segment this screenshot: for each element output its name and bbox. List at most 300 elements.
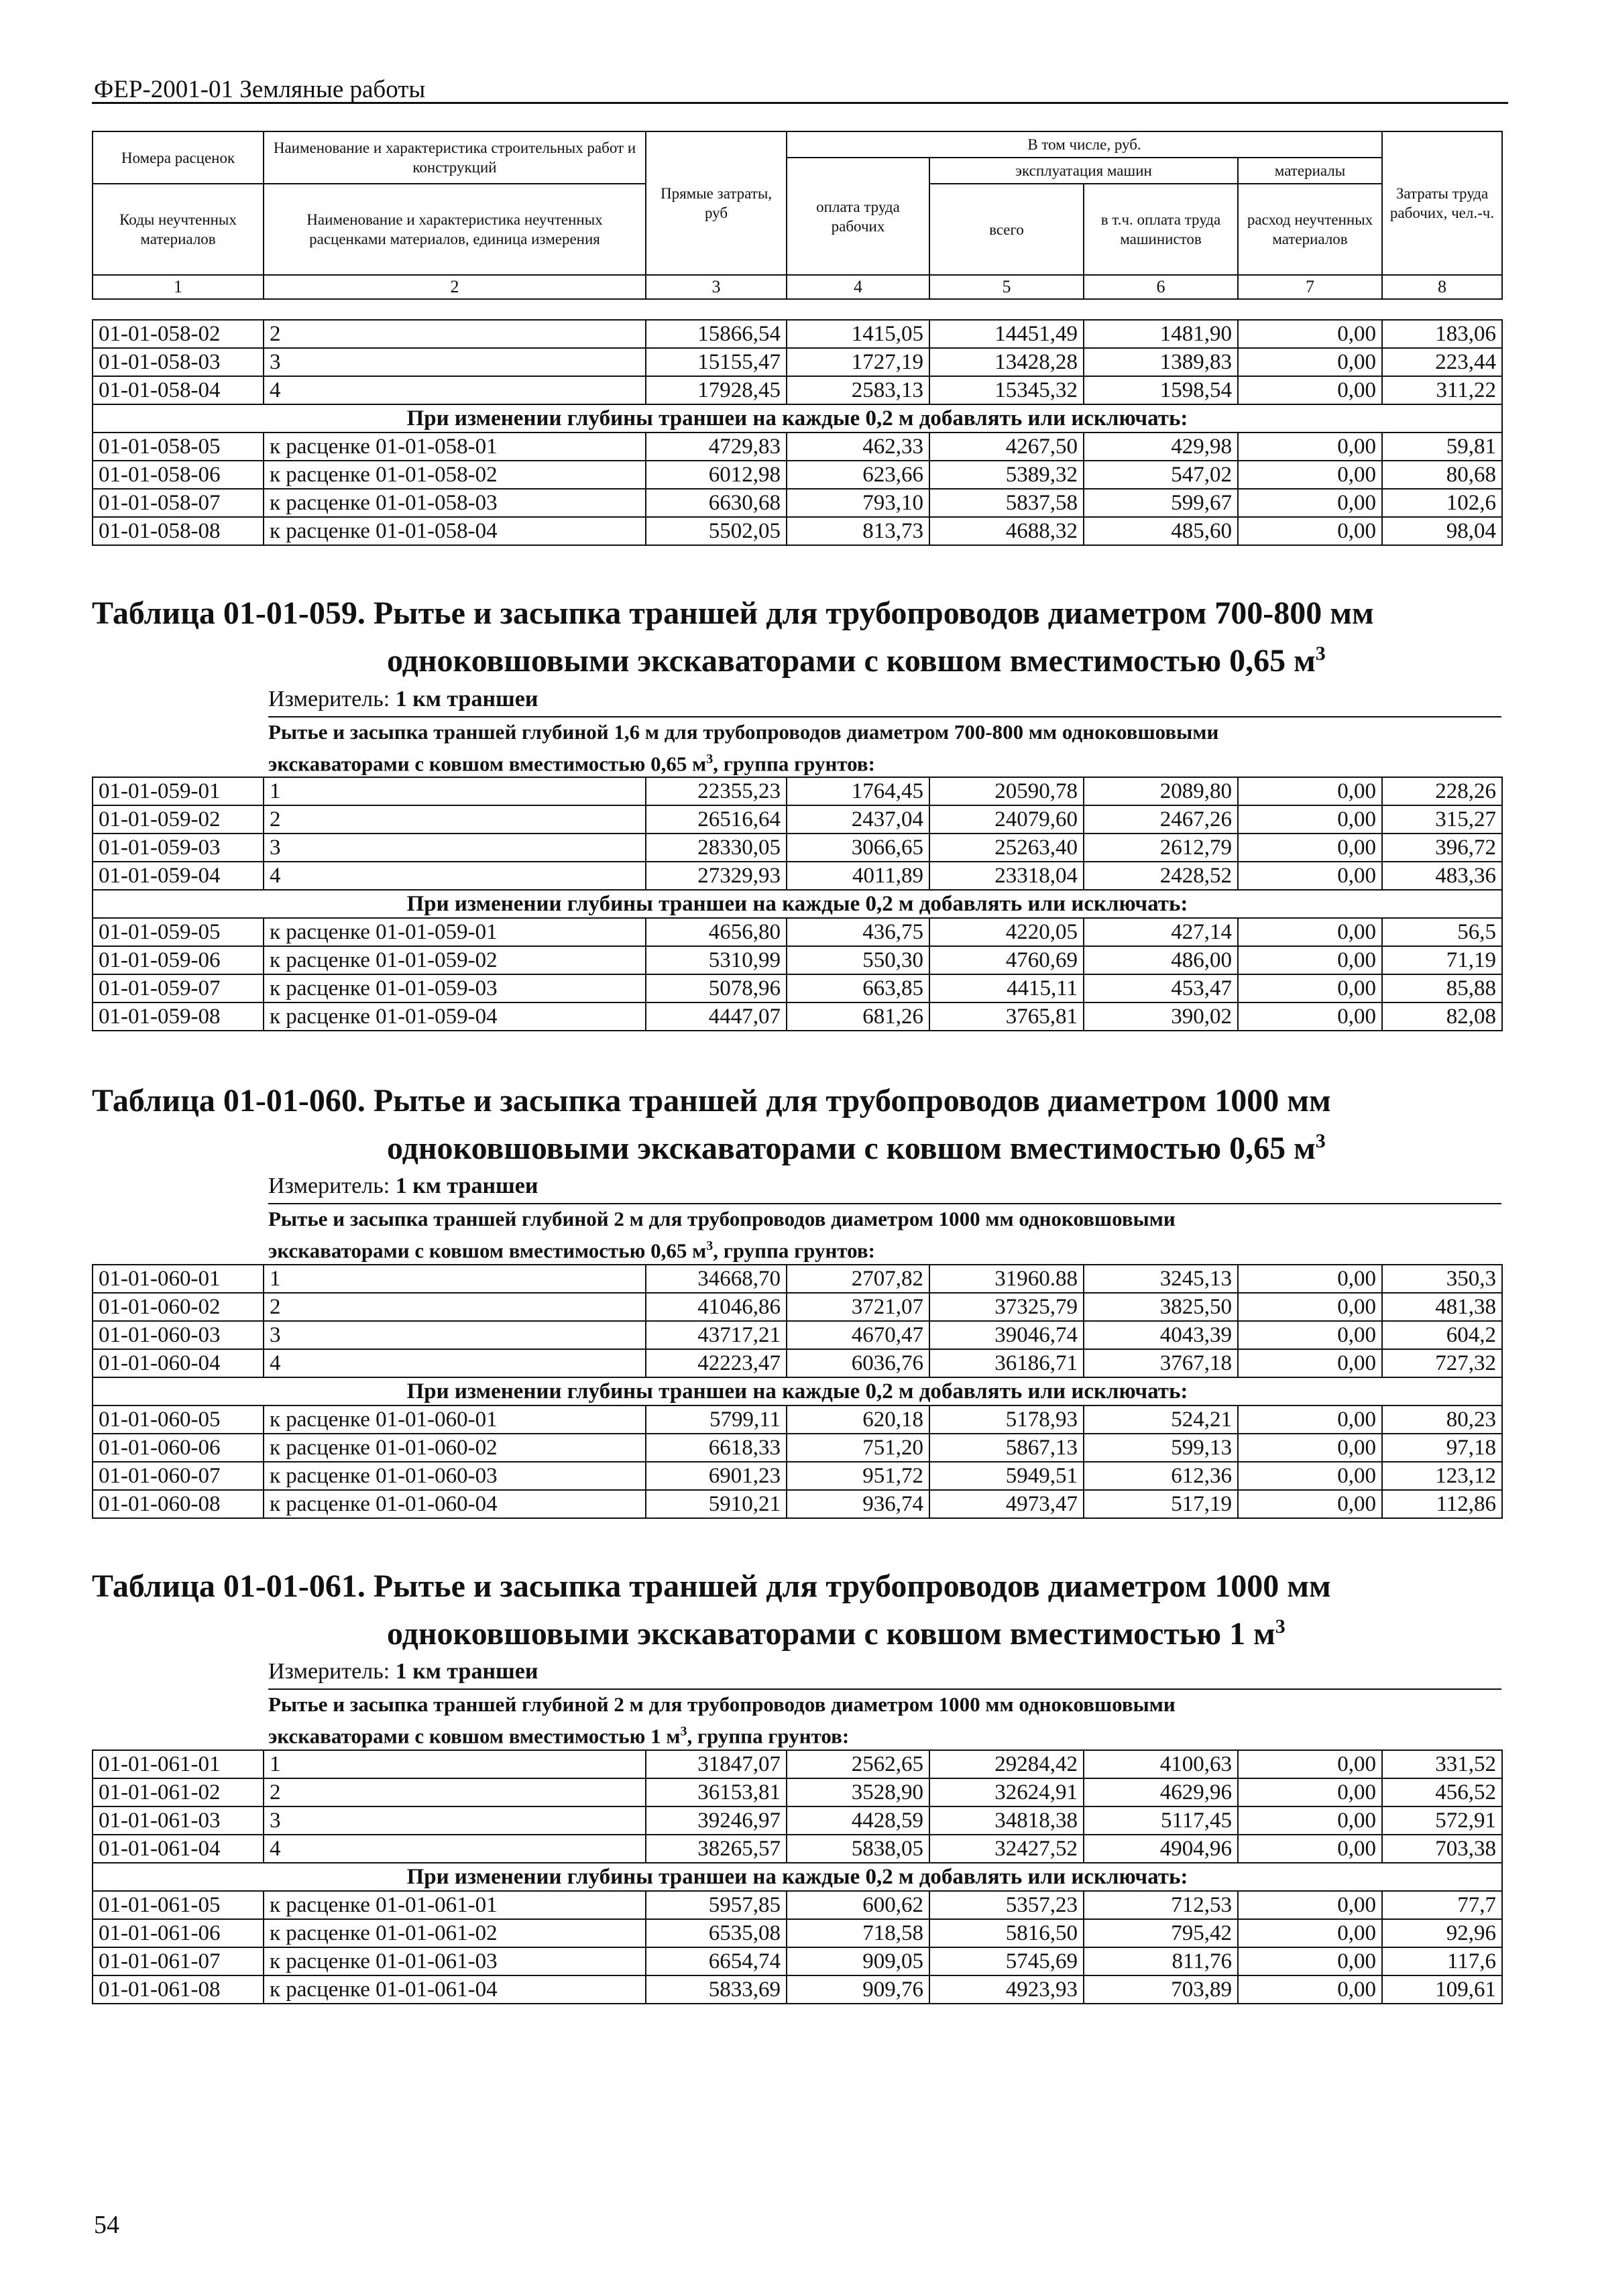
- value-cell: 0,00: [1238, 433, 1382, 461]
- table-title-060-sup: 3: [1315, 1130, 1326, 1152]
- table-row: [93, 1835, 1502, 1863]
- value-cell: 85,88: [1382, 974, 1502, 1002]
- desc-059-sup: 3: [706, 752, 714, 766]
- table-title-061: [92, 1566, 1507, 1654]
- value-cell: 5816,50: [929, 1919, 1084, 1947]
- value-cell: 3066,65: [787, 834, 929, 862]
- rate-name-cell: к расценке 01-01-059-03: [264, 974, 646, 1002]
- desc-059: [268, 719, 1502, 777]
- value-cell: 20590,78: [929, 777, 1084, 805]
- value-cell: 1598,54: [1084, 376, 1238, 404]
- value-cell: 0,00: [1238, 461, 1382, 489]
- subheading-cell: При изменении глубины траншеи на каждые 0,2 м добавлять или исключать:: [93, 890, 1502, 918]
- value-cell: 5838,05: [787, 1835, 929, 1863]
- value-cell: 6630,68: [646, 489, 787, 517]
- value-cell: 5745,69: [929, 1947, 1084, 1975]
- value-cell: 38265,57: [646, 1835, 787, 1863]
- meter-059-value: 1 км траншеи: [395, 687, 538, 711]
- rate-code-cell: 01-01-059-08: [93, 1002, 264, 1031]
- value-cell: 3767,18: [1084, 1349, 1238, 1377]
- col-number-1: 1: [93, 275, 264, 299]
- rate-code-cell: 01-01-061-05: [93, 1891, 264, 1919]
- table-row: [93, 918, 1502, 946]
- table-row: [93, 1919, 1502, 1947]
- value-cell: 4760,69: [929, 946, 1084, 974]
- value-cell: 453,47: [1084, 974, 1238, 1002]
- rate-name-cell: 3: [264, 1806, 646, 1835]
- value-cell: 483,36: [1382, 862, 1502, 890]
- value-cell: 2428,52: [1084, 862, 1238, 890]
- rate-code-cell: 01-01-059-06: [93, 946, 264, 974]
- value-cell: 909,76: [787, 1975, 929, 2004]
- col-number-6: 6: [1084, 275, 1238, 299]
- meter-059-label: Измеритель:: [268, 687, 390, 711]
- value-cell: 43717,21: [646, 1321, 787, 1349]
- value-cell: 4688,32: [929, 517, 1084, 545]
- value-cell: 5117,45: [1084, 1806, 1238, 1835]
- value-cell: 25263,40: [929, 834, 1084, 862]
- rate-code-cell: 01-01-061-08: [93, 1975, 264, 2004]
- value-cell: 4428,59: [787, 1806, 929, 1835]
- value-cell: 0,00: [1238, 1434, 1382, 1462]
- value-cell: 5957,85: [646, 1891, 787, 1919]
- value-cell: 27329,93: [646, 862, 787, 890]
- value-cell: 3528,90: [787, 1778, 929, 1806]
- value-cell: 813,73: [787, 517, 929, 545]
- rate-name-cell: к расценке 01-01-059-01: [264, 918, 646, 946]
- value-cell: 4220,05: [929, 918, 1084, 946]
- col-number-4: 4: [787, 275, 929, 299]
- rate-name-cell: 3: [264, 834, 646, 862]
- value-cell: 0,00: [1238, 1405, 1382, 1434]
- value-cell: 32624,91: [929, 1778, 1084, 1806]
- value-cell: 612,36: [1084, 1462, 1238, 1490]
- rate-name-cell: 4: [264, 862, 646, 890]
- desc-061-line1: Рытье и засыпка траншей глубиной 2 м для трубопроводов диаметром 1000 мм одноковшовыми: [268, 1692, 1176, 1716]
- value-cell: 3721,07: [787, 1293, 929, 1321]
- rate-code-cell: 01-01-060-02: [93, 1293, 264, 1321]
- value-cell: 663,85: [787, 974, 929, 1002]
- running-title-rule: [92, 102, 1508, 104]
- rate-name-cell: 4: [264, 1835, 646, 1863]
- value-cell: 5310,99: [646, 946, 787, 974]
- rate-name-cell: к расценке 01-01-061-01: [264, 1891, 646, 1919]
- desc-059-line1: Рытье и засыпка траншей глубиной 1,6 м для трубопроводов диаметром 700-800 мм одноковшовыми: [268, 720, 1219, 744]
- rate-name-cell: к расценке 01-01-061-04: [264, 1975, 646, 2004]
- value-cell: 547,02: [1084, 461, 1238, 489]
- rate-name-cell: к расценке 01-01-060-02: [264, 1434, 646, 1462]
- rate-code-cell: 01-01-060-04: [93, 1349, 264, 1377]
- value-cell: 0,00: [1238, 1265, 1382, 1293]
- value-cell: 0,00: [1238, 946, 1382, 974]
- table-row: [93, 1349, 1502, 1377]
- rate-code-cell: 01-01-061-01: [93, 1750, 264, 1778]
- value-cell: 15155,47: [646, 348, 787, 376]
- value-cell: 23318,04: [929, 862, 1084, 890]
- desc-061-rule: [268, 1688, 1501, 1690]
- value-cell: 0,00: [1238, 777, 1382, 805]
- table-row: [93, 1490, 1502, 1518]
- value-cell: 623,66: [787, 461, 929, 489]
- value-cell: 3825,50: [1084, 1293, 1238, 1321]
- running-title: ФЕР-2001-01 Земляные работы: [94, 76, 426, 103]
- value-cell: 2562,65: [787, 1750, 929, 1778]
- rate-code-cell: 01-01-058-05: [93, 433, 264, 461]
- value-cell: 6036,76: [787, 1349, 929, 1377]
- rate-name-cell: 3: [264, 1321, 646, 1349]
- desc-059-rule: [268, 716, 1501, 718]
- value-cell: 98,04: [1382, 517, 1502, 545]
- value-cell: 109,61: [1382, 1975, 1502, 2004]
- value-cell: 39046,74: [929, 1321, 1084, 1349]
- value-cell: 31847,07: [646, 1750, 787, 1778]
- table-row: [93, 1778, 1502, 1806]
- rate-name-cell: к расценке 01-01-058-01: [264, 433, 646, 461]
- value-cell: 0,00: [1238, 1490, 1382, 1518]
- value-cell: 795,42: [1084, 1919, 1238, 1947]
- rate-code-cell: 01-01-060-06: [93, 1434, 264, 1462]
- value-cell: 5867,13: [929, 1434, 1084, 1462]
- value-cell: 82,08: [1382, 1002, 1502, 1031]
- value-cell: 123,12: [1382, 1462, 1502, 1490]
- value-cell: 14451,49: [929, 320, 1084, 348]
- table-row: [93, 1806, 1502, 1835]
- rate-code-cell: 01-01-060-03: [93, 1321, 264, 1349]
- table-row: [93, 1750, 1502, 1778]
- value-cell: 24079,60: [929, 805, 1084, 834]
- value-cell: 5357,23: [929, 1891, 1084, 1919]
- value-cell: 92,96: [1382, 1919, 1502, 1947]
- value-cell: 0,00: [1238, 1778, 1382, 1806]
- value-cell: 331,52: [1382, 1750, 1502, 1778]
- header-unaccounted-materials: расход неучтенных материалов: [1238, 184, 1382, 275]
- header-rate-numbers: Номера расценок: [93, 131, 264, 184]
- meter-061-label: Измеритель:: [268, 1659, 390, 1684]
- value-cell: 59,81: [1382, 433, 1502, 461]
- value-cell: 0,00: [1238, 320, 1382, 348]
- value-cell: 34818,38: [929, 1806, 1084, 1835]
- header-machine-operation: эксплуатация машин: [929, 158, 1238, 184]
- value-cell: 718,58: [787, 1919, 929, 1947]
- value-cell: 13428,28: [929, 348, 1084, 376]
- value-cell: 0,00: [1238, 974, 1382, 1002]
- value-cell: 517,19: [1084, 1490, 1238, 1518]
- rates-table-058: [92, 319, 1503, 546]
- value-cell: 727,32: [1382, 1349, 1502, 1377]
- rate-code-cell: 01-01-061-03: [93, 1806, 264, 1835]
- value-cell: 1389,83: [1084, 348, 1238, 376]
- value-cell: 112,86: [1382, 1490, 1502, 1518]
- value-cell: 36153,81: [646, 1778, 787, 1806]
- rates-table-059: [92, 777, 1503, 1031]
- value-cell: 4267,50: [929, 433, 1084, 461]
- subheading-row: [93, 1863, 1502, 1891]
- value-cell: 5949,51: [929, 1462, 1084, 1490]
- value-cell: 183,06: [1382, 320, 1502, 348]
- value-cell: 39246,97: [646, 1806, 787, 1835]
- table-row: [93, 1405, 1502, 1434]
- rates-table-060: [92, 1264, 1503, 1519]
- desc-060-line2-end: , группа грунтов:: [713, 1239, 875, 1263]
- value-cell: 228,26: [1382, 777, 1502, 805]
- table-title-059: [92, 593, 1507, 681]
- value-cell: 350,3: [1382, 1265, 1502, 1293]
- meter-060-label: Измеритель:: [268, 1173, 390, 1198]
- header-worker-wages: оплата труда рабочих: [787, 158, 929, 275]
- value-cell: 936,74: [787, 1490, 929, 1518]
- value-cell: 0,00: [1238, 1806, 1382, 1835]
- rates-table-061: [92, 1749, 1503, 2004]
- rate-name-cell: 4: [264, 376, 646, 404]
- value-cell: 80,68: [1382, 461, 1502, 489]
- subheading-row: [93, 404, 1502, 433]
- value-cell: 71,19: [1382, 946, 1502, 974]
- table-title-060: [92, 1081, 1507, 1169]
- table-row: [93, 1265, 1502, 1293]
- value-cell: 396,72: [1382, 834, 1502, 862]
- value-cell: 0,00: [1238, 1947, 1382, 1975]
- value-cell: 703,38: [1382, 1835, 1502, 1863]
- rate-code-cell: 01-01-059-01: [93, 777, 264, 805]
- value-cell: 0,00: [1238, 862, 1382, 890]
- value-cell: 0,00: [1238, 1750, 1382, 1778]
- table-row: [93, 946, 1502, 974]
- value-cell: 1481,90: [1084, 320, 1238, 348]
- subheading-row: [93, 890, 1502, 918]
- value-cell: 1727,19: [787, 348, 929, 376]
- table-row: [93, 489, 1502, 517]
- value-cell: 77,7: [1382, 1891, 1502, 1919]
- value-cell: 604,2: [1382, 1321, 1502, 1349]
- rate-name-cell: 2: [264, 320, 646, 348]
- col-number-3: 3: [646, 275, 787, 299]
- rate-code-cell: 01-01-061-07: [93, 1947, 264, 1975]
- value-cell: 102,6: [1382, 489, 1502, 517]
- rate-name-cell: 3: [264, 348, 646, 376]
- value-cell: 909,05: [787, 1947, 929, 1975]
- value-cell: 4011,89: [787, 862, 929, 890]
- rate-name-cell: 1: [264, 1265, 646, 1293]
- value-cell: 0,00: [1238, 1919, 1382, 1947]
- desc-060-rule: [268, 1203, 1501, 1204]
- rate-code-cell: 01-01-061-04: [93, 1835, 264, 1863]
- rate-name-cell: к расценке 01-01-059-04: [264, 1002, 646, 1031]
- value-cell: 0,00: [1238, 805, 1382, 834]
- value-cell: 0,00: [1238, 1349, 1382, 1377]
- rate-name-cell: к расценке 01-01-060-03: [264, 1462, 646, 1490]
- rate-name-cell: к расценке 01-01-061-02: [264, 1919, 646, 1947]
- value-cell: 5389,32: [929, 461, 1084, 489]
- value-cell: 2089,80: [1084, 777, 1238, 805]
- value-cell: 15345,32: [929, 376, 1084, 404]
- value-cell: 5833,69: [646, 1975, 787, 2004]
- value-cell: 0,00: [1238, 834, 1382, 862]
- rate-name-cell: 2: [264, 1778, 646, 1806]
- subheading-row: [93, 1377, 1502, 1405]
- subheading-cell: При изменении глубины траншеи на каждые 0,2 м добавлять или исключать:: [93, 1863, 1502, 1891]
- value-cell: 4923,93: [929, 1975, 1084, 2004]
- rate-name-cell: к расценке 01-01-059-02: [264, 946, 646, 974]
- value-cell: 481,38: [1382, 1293, 1502, 1321]
- rate-code-cell: 01-01-059-04: [93, 862, 264, 890]
- rate-name-cell: 2: [264, 805, 646, 834]
- table-title-060-line2: одноковшовыми экскаваторами с ковшом вместимостью 0,65 м: [387, 1131, 1316, 1166]
- value-cell: 681,26: [787, 1002, 929, 1031]
- table-row: [93, 862, 1502, 890]
- value-cell: 600,62: [787, 1891, 929, 1919]
- value-cell: 0,00: [1238, 1891, 1382, 1919]
- rate-code-cell: 01-01-059-07: [93, 974, 264, 1002]
- table-row: [93, 348, 1502, 376]
- col-number-2: 2: [264, 275, 646, 299]
- rate-code-cell: 01-01-061-06: [93, 1919, 264, 1947]
- value-cell: 6012,98: [646, 461, 787, 489]
- rate-code-cell: 01-01-058-04: [93, 376, 264, 404]
- value-cell: 751,20: [787, 1434, 929, 1462]
- value-cell: 0,00: [1238, 1293, 1382, 1321]
- rate-code-cell: 01-01-059-05: [93, 918, 264, 946]
- rate-name-cell: к расценке 01-01-058-04: [264, 517, 646, 545]
- table-row: [93, 1462, 1502, 1490]
- value-cell: 97,18: [1382, 1434, 1502, 1462]
- value-cell: 0,00: [1238, 376, 1382, 404]
- rate-name-cell: к расценке 01-01-060-01: [264, 1405, 646, 1434]
- desc-060: [268, 1206, 1502, 1264]
- value-cell: 712,53: [1084, 1891, 1238, 1919]
- meter-061-value: 1 км траншеи: [395, 1659, 538, 1684]
- value-cell: 5799,11: [646, 1405, 787, 1434]
- rate-code-cell: 01-01-060-01: [93, 1265, 264, 1293]
- value-cell: 2467,26: [1084, 805, 1238, 834]
- rate-name-cell: 1: [264, 1750, 646, 1778]
- value-cell: 4447,07: [646, 1002, 787, 1031]
- page-number: 54: [94, 2211, 119, 2239]
- value-cell: 42223,47: [646, 1349, 787, 1377]
- value-cell: 703,89: [1084, 1975, 1238, 2004]
- value-cell: 6901,23: [646, 1462, 787, 1490]
- value-cell: 951,72: [787, 1462, 929, 1490]
- value-cell: 56,5: [1382, 918, 1502, 946]
- value-cell: 2612,79: [1084, 834, 1238, 862]
- desc-061-sup: 3: [680, 1724, 687, 1739]
- value-cell: 17928,45: [646, 376, 787, 404]
- rate-code-cell: 01-01-058-08: [93, 517, 264, 545]
- value-cell: 4100,63: [1084, 1750, 1238, 1778]
- value-cell: 4415,11: [929, 974, 1084, 1002]
- value-cell: 36186,71: [929, 1349, 1084, 1377]
- table-row: [93, 974, 1502, 1002]
- table-row: [93, 805, 1502, 834]
- table-row: [93, 1002, 1502, 1031]
- header-work-name: Наименование и характеристика строительных работ и конструкций: [264, 131, 646, 184]
- value-cell: 80,23: [1382, 1405, 1502, 1434]
- rate-name-cell: 1: [264, 777, 646, 805]
- subheading-cell: При изменении глубины траншеи на каждые 0,2 м добавлять или исключать:: [93, 1377, 1502, 1405]
- value-cell: 620,18: [787, 1405, 929, 1434]
- value-cell: 6618,33: [646, 1434, 787, 1462]
- rate-code-cell: 01-01-060-07: [93, 1462, 264, 1490]
- rate-name-cell: к расценке 01-01-061-03: [264, 1947, 646, 1975]
- desc-061-line2-end: , группа грунтов:: [687, 1724, 850, 1748]
- header-material-codes: Коды неучтенных материалов: [93, 184, 264, 275]
- header-machines-total: всего: [929, 184, 1084, 275]
- value-cell: 550,30: [787, 946, 929, 974]
- col-number-8: 8: [1382, 275, 1502, 299]
- table-row: [93, 1975, 1502, 2004]
- meter-059: [268, 687, 538, 712]
- meter-061: [268, 1659, 538, 1684]
- value-cell: 34668,70: [646, 1265, 787, 1293]
- value-cell: 4043,39: [1084, 1321, 1238, 1349]
- value-cell: 3245,13: [1084, 1265, 1238, 1293]
- value-cell: 311,22: [1382, 376, 1502, 404]
- value-cell: 2583,13: [787, 376, 929, 404]
- value-cell: 5078,96: [646, 974, 787, 1002]
- table-title-059-line2: одноковшовыми экскаваторами с ковшом вместимостью 0,65 м: [387, 643, 1316, 679]
- value-cell: 31960.88: [929, 1265, 1084, 1293]
- value-cell: 0,00: [1238, 517, 1382, 545]
- column-header-table: [92, 131, 1503, 300]
- value-cell: 3765,81: [929, 1002, 1084, 1031]
- desc-060-line2: экскаваторами с ковшом вместимостью 0,65 м: [268, 1239, 707, 1263]
- value-cell: 315,27: [1382, 805, 1502, 834]
- table-title-059-line1: Таблица 01-01-059. Рытье и засыпка траншей для трубопроводов диаметром 700-800 мм: [92, 595, 1374, 631]
- value-cell: 0,00: [1238, 918, 1382, 946]
- desc-061: [268, 1691, 1502, 1749]
- rate-name-cell: 2: [264, 1293, 646, 1321]
- value-cell: 0,00: [1238, 1835, 1382, 1863]
- value-cell: 5502,05: [646, 517, 787, 545]
- table-row: [93, 517, 1502, 545]
- header-materials: материалы: [1238, 158, 1382, 184]
- rate-name-cell: к расценке 01-01-058-03: [264, 489, 646, 517]
- value-cell: 0,00: [1238, 1002, 1382, 1031]
- value-cell: 0,00: [1238, 1321, 1382, 1349]
- value-cell: 22355,23: [646, 777, 787, 805]
- value-cell: 5837,58: [929, 489, 1084, 517]
- table-title-061-sup: 3: [1275, 1615, 1286, 1638]
- table-row: [93, 433, 1502, 461]
- table-row: [93, 777, 1502, 805]
- desc-059-line2: экскаваторами с ковшом вместимостью 0,65 м: [268, 752, 707, 776]
- value-cell: 456,52: [1382, 1778, 1502, 1806]
- value-cell: 524,21: [1084, 1405, 1238, 1434]
- value-cell: 6654,74: [646, 1947, 787, 1975]
- table-row: [93, 1293, 1502, 1321]
- meter-060-value: 1 км траншеи: [395, 1173, 538, 1198]
- value-cell: 0,00: [1238, 348, 1382, 376]
- value-cell: 0,00: [1238, 1462, 1382, 1490]
- value-cell: 29284,42: [929, 1750, 1084, 1778]
- table-row: [93, 1321, 1502, 1349]
- value-cell: 2437,04: [787, 805, 929, 834]
- table-title-059-sup: 3: [1315, 642, 1326, 665]
- value-cell: 0,00: [1238, 1975, 1382, 2004]
- value-cell: 793,10: [787, 489, 929, 517]
- value-cell: 26516,64: [646, 805, 787, 834]
- value-cell: 5910,21: [646, 1490, 787, 1518]
- desc-061-line2: экскаваторами с ковшом вместимостью 1 м: [268, 1724, 681, 1748]
- table-row: [93, 320, 1502, 348]
- value-cell: 1415,05: [787, 320, 929, 348]
- value-cell: 4729,83: [646, 433, 787, 461]
- table-title-061-line1: Таблица 01-01-061. Рытье и засыпка траншей для трубопроводов диаметром 1000 мм: [92, 1568, 1331, 1604]
- rate-code-cell: 01-01-058-02: [93, 320, 264, 348]
- value-cell: 28330,05: [646, 834, 787, 862]
- table-row: [93, 1891, 1502, 1919]
- table-row: [93, 461, 1502, 489]
- value-cell: 4629,96: [1084, 1778, 1238, 1806]
